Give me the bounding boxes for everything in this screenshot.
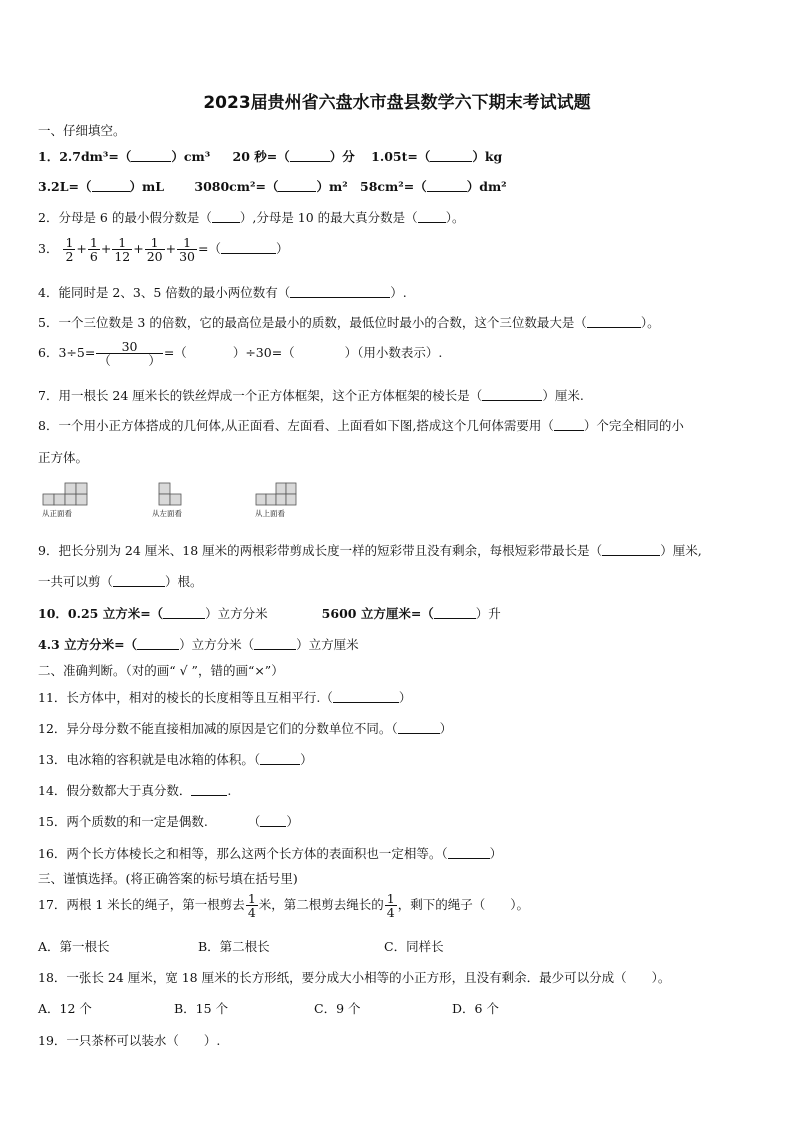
answer-blank[interactable]	[398, 721, 440, 734]
section-heading-3: 三、谨慎选择。(将正确答案的标号填在括号里)	[38, 871, 298, 886]
question-3: 3． $\frac{1}{2}$ + $\frac{1}{6}$ + $\frac{1}{12}$ + $\frac{1}{20}$ + $\frac{1}{30}$ =（ ）	[38, 235, 289, 265]
question-18-options	[38, 999, 499, 1017]
question-4: 4．能同时是 2、3、5 倍数的最小两位数有（ ）.	[38, 285, 407, 300]
top-view-figure	[255, 482, 297, 519]
answer-blank[interactable]	[448, 846, 490, 859]
question-17: 17．两根 1 米长的绳子，第一根剪去 $\frac{1}{4}$ 米，第二根剪去绳长的 $\frac{1}{4}$ ，剩下的绳子（ ）。	[38, 891, 529, 921]
question-15: 15．两个质数的和一定是偶数. （ ）	[38, 814, 299, 829]
answer-blank[interactable]	[137, 637, 179, 650]
question-2: 2．分母是 6 的最小假分数是（ ）,分母是 10 的最大真分数是（ ）。	[38, 210, 465, 225]
section-heading-2: 二、准确判断。（对的画“ √ ”，错的画“×”）	[38, 663, 284, 678]
answer-blank[interactable]	[278, 179, 316, 192]
fraction: $\frac{1}{4}$	[247, 891, 256, 921]
question-7: 7．用一根长 24 厘米长的铁丝焊成一个正方体框架，这个正方体框架的棱长是（ ）厘米.	[38, 388, 584, 403]
question-11: 11．长方体中，相对的棱长的长度相等且互相平行.（ ）	[38, 690, 412, 705]
front-view-caption: 从正面看	[42, 509, 72, 518]
fraction: $\frac{1}{30}$	[179, 235, 195, 265]
answer-blank[interactable]	[290, 285, 390, 298]
answer-blank[interactable]	[92, 179, 130, 192]
question-8: 8．一个用小正方体搭成的几何体,从正面看、左面看、上面看如下图,搭成这个几何体需要用（ ）个完全相同的小	[38, 418, 684, 433]
option-a[interactable]: A．12 个	[38, 1001, 92, 1016]
fraction: $\frac{1}{12}$	[114, 235, 131, 265]
answer-blank[interactable]	[430, 149, 472, 162]
option-d[interactable]: D．6 个	[452, 1001, 499, 1016]
answer-blank[interactable]	[191, 783, 227, 796]
section-heading-1: 一、仔细填空。	[38, 123, 126, 138]
option-c[interactable]: C．9 个	[314, 1001, 361, 1016]
option-a[interactable]: A．第一根长	[38, 939, 110, 954]
answer-blank[interactable]	[602, 543, 660, 556]
answer-blank[interactable]	[221, 241, 276, 254]
fraction: $\frac{1}{6}$	[89, 235, 98, 265]
question-19: 19．一只茶杯可以装水（ ）.	[38, 1033, 221, 1048]
fraction: $\frac{1}{4}$	[386, 891, 395, 921]
fraction: $\frac{1}{20}$	[146, 235, 163, 265]
fraction: $\frac{1}{2}$	[65, 235, 74, 265]
question-16: 16．两个长方体棱长之和相等，那么这两个长方体的表面积也一定相等。（ ）	[38, 846, 503, 861]
question-14: 14．假分数都大于真分数． .	[38, 783, 232, 798]
question-18: 18．一张长 24 厘米，宽 18 厘米的长方形纸，要分成大小相等的小正方形，且没有剩余．最少可以分成（ ）。	[38, 970, 671, 985]
page-title: 2023届贵州省六盘水市盘县数学六下期末考试试题	[203, 93, 591, 113]
question-8-continued: 正方体。	[38, 450, 89, 465]
front-view-figure	[42, 482, 88, 519]
top-view-grid	[255, 482, 297, 506]
fraction: $\frac{30}{( )}$	[98, 339, 161, 369]
option-b[interactable]: B．15 个	[174, 1001, 229, 1016]
answer-blank[interactable]	[163, 606, 205, 619]
question-6: 6．3÷5= $\frac{30}{( )}$ =（ ）÷30=（ ）（用小数表示）.	[38, 339, 443, 369]
answer-blank[interactable]	[427, 179, 467, 192]
question-10-continued: 4.3 立方分米=（ ）立方分米（ ）立方厘米	[38, 637, 359, 652]
answer-blank[interactable]	[260, 814, 286, 827]
answer-blank[interactable]	[418, 210, 446, 223]
answer-blank[interactable]	[434, 606, 476, 619]
question-13: 13．电冰箱的容积就是电冰箱的体积。（ ）	[38, 752, 313, 767]
front-view-grid	[42, 482, 88, 506]
answer-blank[interactable]	[290, 149, 330, 162]
left-view-grid	[158, 482, 182, 506]
question-17-options	[38, 937, 444, 955]
answer-blank[interactable]	[587, 315, 641, 328]
answer-blank[interactable]	[333, 690, 399, 703]
question-1-continued: 3.2L=（ ）mL 3080cm²=（ ）m² 58cm²=（ ）dm²	[38, 179, 507, 194]
answer-blank[interactable]	[482, 388, 542, 401]
question-12: 12．异分母分数不能直接相加减的原因是它们的分数单位不同。（ ）	[38, 721, 453, 736]
top-view-caption: 从上面看	[255, 509, 285, 518]
answer-blank[interactable]	[260, 752, 300, 765]
answer-blank[interactable]	[212, 210, 240, 223]
answer-blank[interactable]	[254, 637, 296, 650]
answer-blank[interactable]	[554, 418, 584, 431]
answer-blank[interactable]	[131, 149, 171, 162]
question-10: 10．0.25 立方米=（ ）立方分米 5600 立方厘米=（ ）升	[38, 606, 501, 621]
question-1: 1．2.7dm³=（ ）cm³ 20 秒=（ ）分 1.05t=（ ）kg	[38, 149, 503, 164]
left-view-figure	[152, 482, 182, 519]
question-9-continued: 一共可以剪（ ）根。	[38, 574, 203, 589]
option-c[interactable]: C．同样长	[384, 939, 444, 954]
question-5: 5．一个三位数是 3 的倍数，它的最高位是最小的质数，最低位时最小的合数，这个三位数最大是（ ）。	[38, 315, 660, 330]
answer-blank[interactable]	[113, 574, 165, 587]
question-9: 9．把长分别为 24 厘米、18 厘米的两根彩带剪成长度一样的短彩带且没有剩余，每根短彩带最长是（ ）厘米,	[38, 543, 702, 558]
left-view-caption: 从左面看	[152, 509, 182, 518]
option-b[interactable]: B．第二根长	[198, 939, 270, 954]
